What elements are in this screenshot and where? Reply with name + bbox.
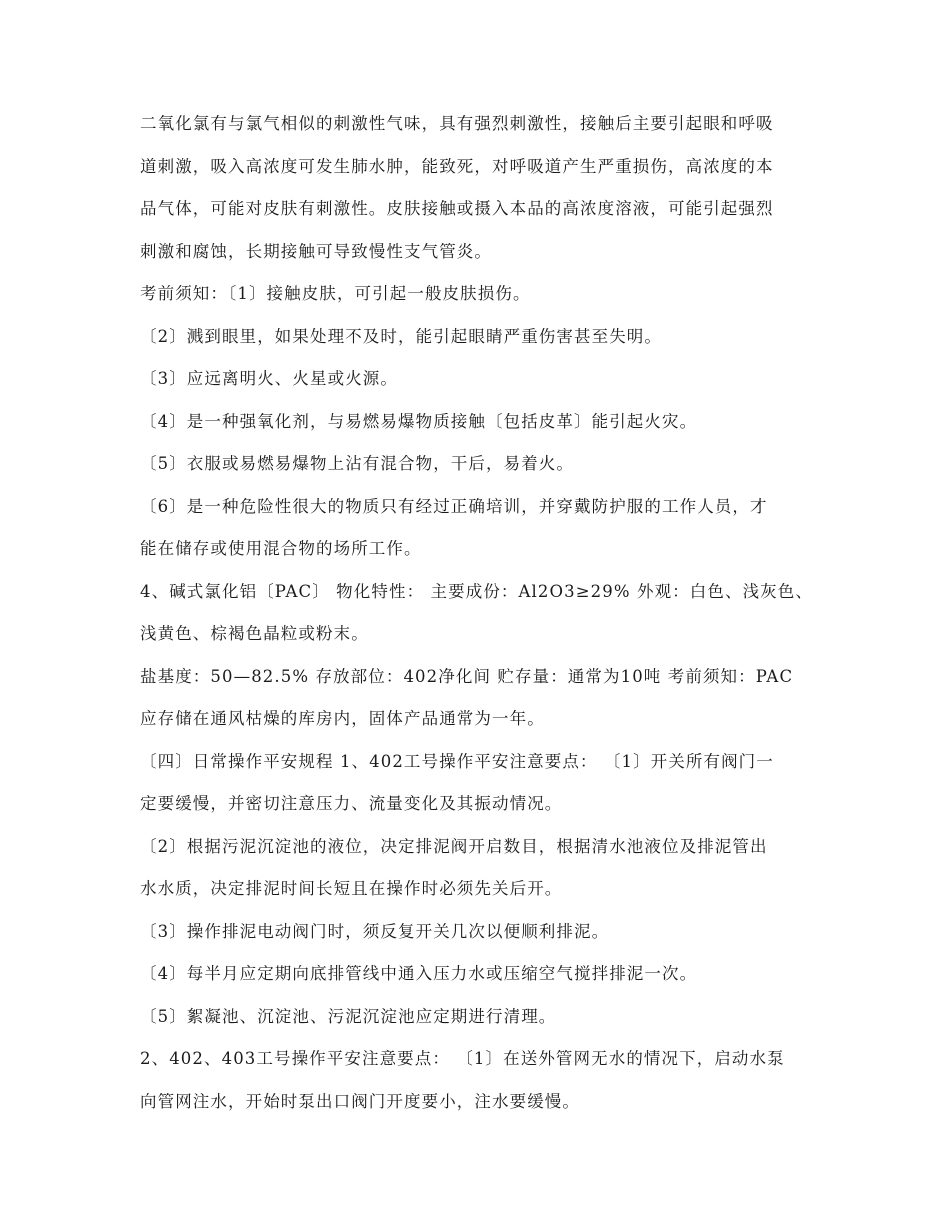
text-line: 2、402、403工号操作平安注意要点： 〔1〕在送外管网无水的情况下，启动水泵: [140, 1049, 785, 1068]
text-line: 道刺激，吸入高浓度可发生肺水肿，能致死，对呼吸道产生严重损伤，高浓度的本: [140, 156, 774, 176]
text-line: 二氧化氯有与氯气相似的刺激性气味，具有强烈刺激性，接触后主要引起眼和呼吸: [140, 114, 774, 133]
text-line: 〔3〕应远离明火、火星或火源。: [140, 369, 398, 388]
text-line: 〔4〕每半月应定期向底排管线中通入压力水或压缩空气搅拌排泥一次。: [140, 964, 698, 983]
text-line: 向管网注水，开始时泵出口阀门开度要小，注水要缓慢。: [140, 1091, 580, 1111]
text-line: 〔4〕是一种强氧化剂，与易燃易爆物质接触〔包括皮革〕能引起火灾。: [140, 411, 698, 431]
text-line: 4、碱式氯化铝〔PAC〕 物化特性： 主要成份：Al2O3≥29% 外观：白色、浅灰色、: [140, 581, 813, 601]
text-line: 应存储在通风枯燥的库房内，固体产品通常为一年。: [140, 709, 545, 728]
text-line: 浅黄色、棕褐色晶粒或粉末。: [140, 624, 369, 643]
text-line: 〔6〕是一种危险性很大的物质只有经过正确培训，并穿戴防护服的工作人员，才: [140, 496, 768, 516]
text-line: 盐基度：50—82.5% 存放部位：402净化间 贮存量：通常为10吨 考前须知：PAC: [140, 666, 794, 686]
text-line: 〔5〕衣服或易燃易爆物上沾有混合物，干后，易着火。: [140, 454, 574, 473]
document-body: [140, 103, 816, 1123]
text-line: 〔四〕日常操作平安规程 1、402工号操作平安注意要点： 〔1〕开关所有阀门一: [140, 751, 774, 771]
text-line: 〔5〕絮凝池、沉淀池、污泥沉淀池应定期进行清理。: [140, 1006, 557, 1026]
text-line: 〔2〕溅到眼里，如果处理不及时，能引起眼睛严重伤害甚至失明。: [140, 326, 662, 346]
text-line: 定要缓慢，并密切注意压力、流量变化及其振动情况。: [140, 794, 563, 813]
text-line: 〔2〕根据污泥沉淀池的液位，决定排泥阀开启数目，根据清水池液位及排泥管出: [140, 836, 768, 856]
text-line: 品气体，可能对皮肤有刺激性。皮肤接触或摄入本品的高浓度溶液，可能引起强烈: [140, 199, 774, 218]
text-line: 能在储存或使用混合物的场所工作。: [140, 539, 422, 558]
text-line: 考前须知：〔1〕接触皮肤，可引起一般皮肤损伤。: [140, 284, 531, 303]
text-line: 水水质，决定排泥时间长短且在操作时必须先关后开。: [140, 879, 563, 898]
text-line: 〔3〕操作排泥电动阀门时，须反复开关几次以便顺利排泥。: [140, 921, 610, 941]
text-line: 刺激和腐蚀，长期接触可导致慢性支气管炎。: [140, 241, 492, 261]
